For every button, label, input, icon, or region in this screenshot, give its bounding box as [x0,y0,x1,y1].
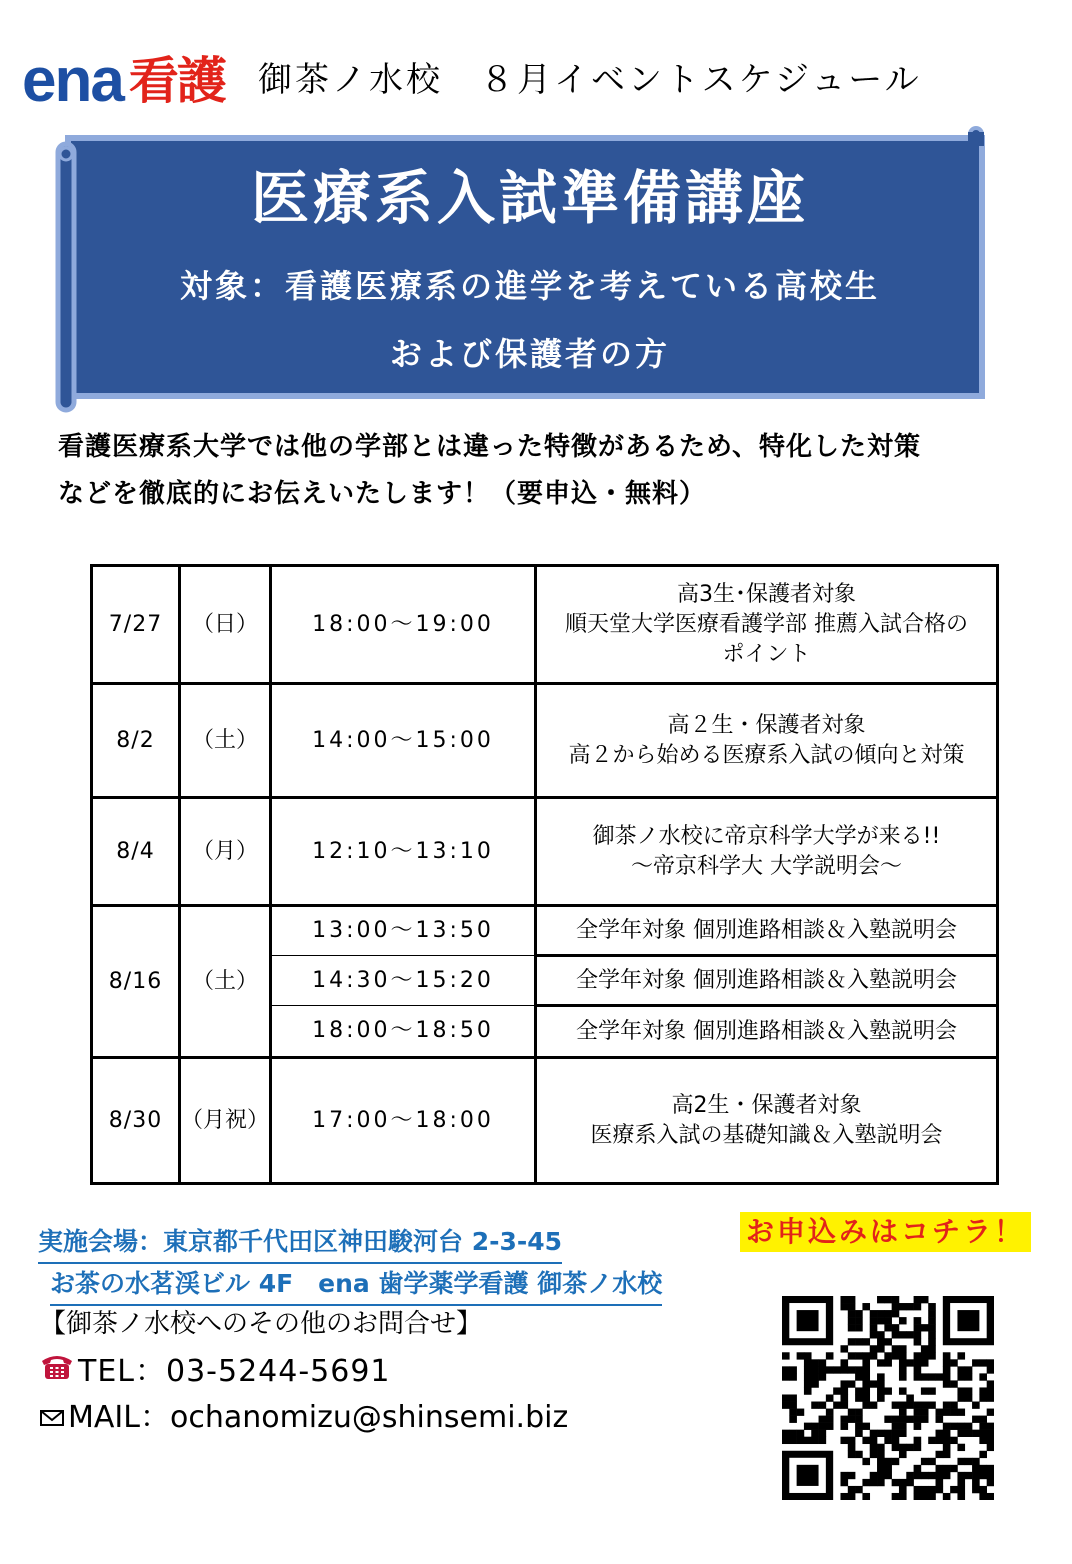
ena-kango-logo [22,46,225,115]
event-description [536,798,998,906]
tel-number[interactable]: TEL：03-5244-5691 [78,1354,391,1389]
event-time: 17:00〜18:00 [271,1058,536,1184]
event-target: 高２生・保護者対象 [667,712,866,738]
event-target: 高2生・保護者対象 [671,1092,862,1118]
banner-target-guardians: および保護者の方 [389,335,670,373]
event-title-cont: ポイント [722,641,811,667]
event-day: （日） [180,566,271,684]
event-date: 8/2 [92,684,180,798]
venue-address [38,1222,662,1306]
venue-address-line-1[interactable]: 実施会場：東京都千代田区神田駿河台 2-3-45 [38,1222,562,1264]
table-row [92,906,998,956]
event-time: 12:10〜13:10 [271,798,536,906]
logo-ena-text: ena [22,46,123,115]
table-row [92,1058,998,1184]
event-title: 医療系入試の基礎知識＆入塾説明会 [590,1122,943,1148]
intro-text [58,424,1048,518]
table-row [92,684,998,798]
event-date: 8/4 [92,798,180,906]
schedule-table [90,564,999,1185]
contact-tel [40,1350,391,1394]
event-day: （土） [180,906,271,1058]
telephone-icon [40,1350,74,1394]
event-day: （月） [180,798,271,906]
banner-title: 医療系入試準備講座 [250,164,809,232]
banner-target: 対象：看護医療系の進学を考えている高校生 [179,267,880,305]
page-title: 御茶ノ水校 ８月イベントスケジュール [258,60,922,100]
mail-address[interactable]: MAIL：ochanomizu@shinsemi.biz [68,1400,569,1435]
event-time: 14:30〜15:20 [271,956,536,1006]
envelope-icon [40,1396,64,1440]
event-title: 御茶ノ水校に帝京科学大学が来る!! [592,823,941,849]
event-description [536,684,998,798]
apply-here-label: お申込みはコチラ！ [740,1212,1031,1252]
event-day: （月祝） [180,1058,271,1184]
table-row [92,798,998,906]
event-date: 8/30 [92,1058,180,1184]
event-description: 全学年対象 個別進路相談＆入塾説明会 [536,1006,998,1058]
event-description: 全学年対象 個別進路相談＆入塾説明会 [536,956,998,1006]
contact-heading: 【御茶ノ水校へのその他のお問合せ】 [40,1309,483,1339]
venue-address-line-2[interactable]: お茶の水茗渓ビル 4F ena 歯学薬学看護 御茶ノ水校 [50,1264,662,1306]
event-time: 13:00〜13:50 [271,906,536,956]
table-row [92,566,998,684]
event-target: 高3生･保護者対象 [677,581,856,607]
event-description [536,566,998,684]
intro-line-1: 看護医療系大学では他の学部とは違った特徴があるため、特化した対策 [58,432,921,462]
event-description [536,1058,998,1184]
application-qr-code[interactable] [782,1296,994,1500]
event-subtitle: 〜帝京科学大 大学説明会〜 [631,853,902,879]
event-date: 7/27 [92,566,180,684]
event-date: 8/16 [92,906,180,1058]
event-time: 14:00〜15:00 [271,684,536,798]
intro-line-2: などを徹底的にお伝えいたします！（要申込・無料） [58,479,707,509]
event-day: （土） [180,684,271,798]
event-description: 全学年対象 個別進路相談＆入塾説明会 [536,906,998,956]
event-title: 高２から始める医療系入試の傾向と対策 [568,742,965,768]
event-time: 18:00〜18:50 [271,1006,536,1058]
event-title: 順天堂大学医療看護学部 推薦入試合格の [565,611,968,637]
event-time: 18:00〜19:00 [271,566,536,684]
logo-kango-text: 看護 [128,52,225,110]
contact-mail [40,1396,568,1440]
